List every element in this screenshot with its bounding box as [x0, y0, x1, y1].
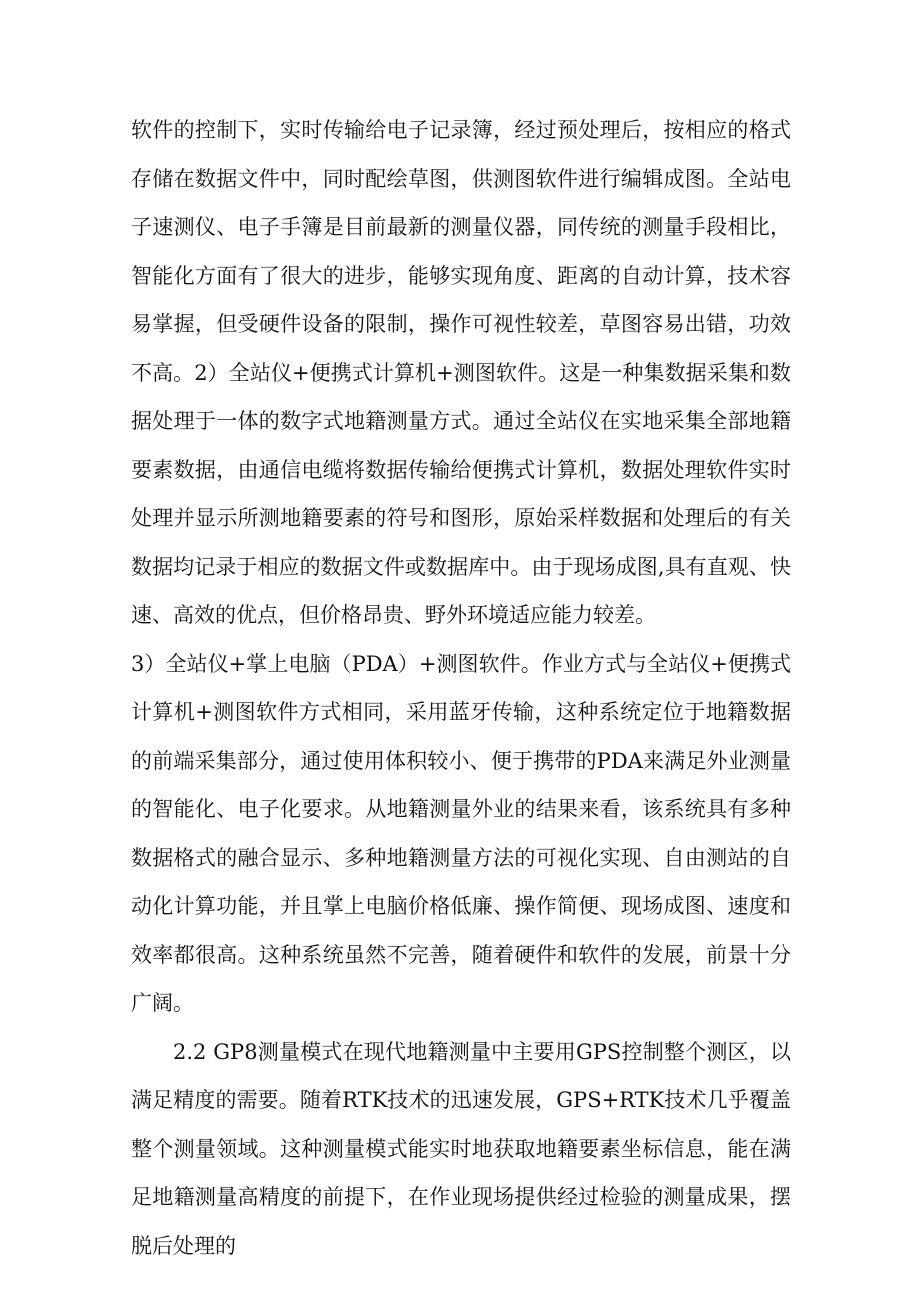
paragraph-total-station-software-control: 软件的控制下，实时传输给电子记录簿，经过预处理后，按相应的格式存储在数据文件中，同时配绘草图，供测图软件进行编辑成图。全站电子速测仪、电子手簿是目前最新的测量仪器，同传统的测量手段相比，智能化方面有了很大的进步，能够实现角度、距离的自动计算，技术容易掌握，但受硬件设备的限制，操作可视性较差，草图容易出错，功效不高。2）全站仪+便携式计算机+测图软件。这是一种集数据采集和数据处理于一体的数字式地籍测量方式。通过全站仪在实地采集全部地籍要素数据，由通信电缆将数据传输给便携式计算机，数据处理软件实时处理并显示所测地籍要素的符号和图形，原始采样数据和处理后的有关数据均记录于相应的数据文件或数据库中。由于现场成图,具有直观、快速、高效的优点，但价格昂贵、野外环境适应能力较差。	[131, 118, 791, 627]
paragraph-pda-surveying: 3）全站仪+掌上电脑（PDA）+测图软件。作业方式与全站仪+便携式计算机+测图软件方式相同，采用蓝牙传输，这种系统定位于地籍数据的前端采集部分，通过使用体积较小、便于携带的PDA来满足外业测量的智能化、电子化要求。从地籍测量外业的结果来看，该系统具有多种数据格式的融合显示、多种地籍测量方法的可视化实现、自由测站的自动化计算功能，并且掌上电脑价格低廉、操作简便、现场成图、速度和效率都很高。这种系统虽然不完善，随着硬件和软件的发展，前景十分广阔。	[131, 651, 791, 1015]
document-body	[131, 106, 791, 1270]
paragraph-gps-measurement-mode: 2.2 GP8测量模式在现代地籍测量中主要用GPS控制整个测区，以满足精度的需要。随着RTK技术的迅速发展，GPS+RTK技术几乎覆盖整个测量领域。这种测量模式能实时地获取地籍要素坐标信息，能在满足地籍测量高精度的前提下，在作业现场提供经过检验的测量成果，摆脱后处理的	[131, 1039, 791, 1258]
